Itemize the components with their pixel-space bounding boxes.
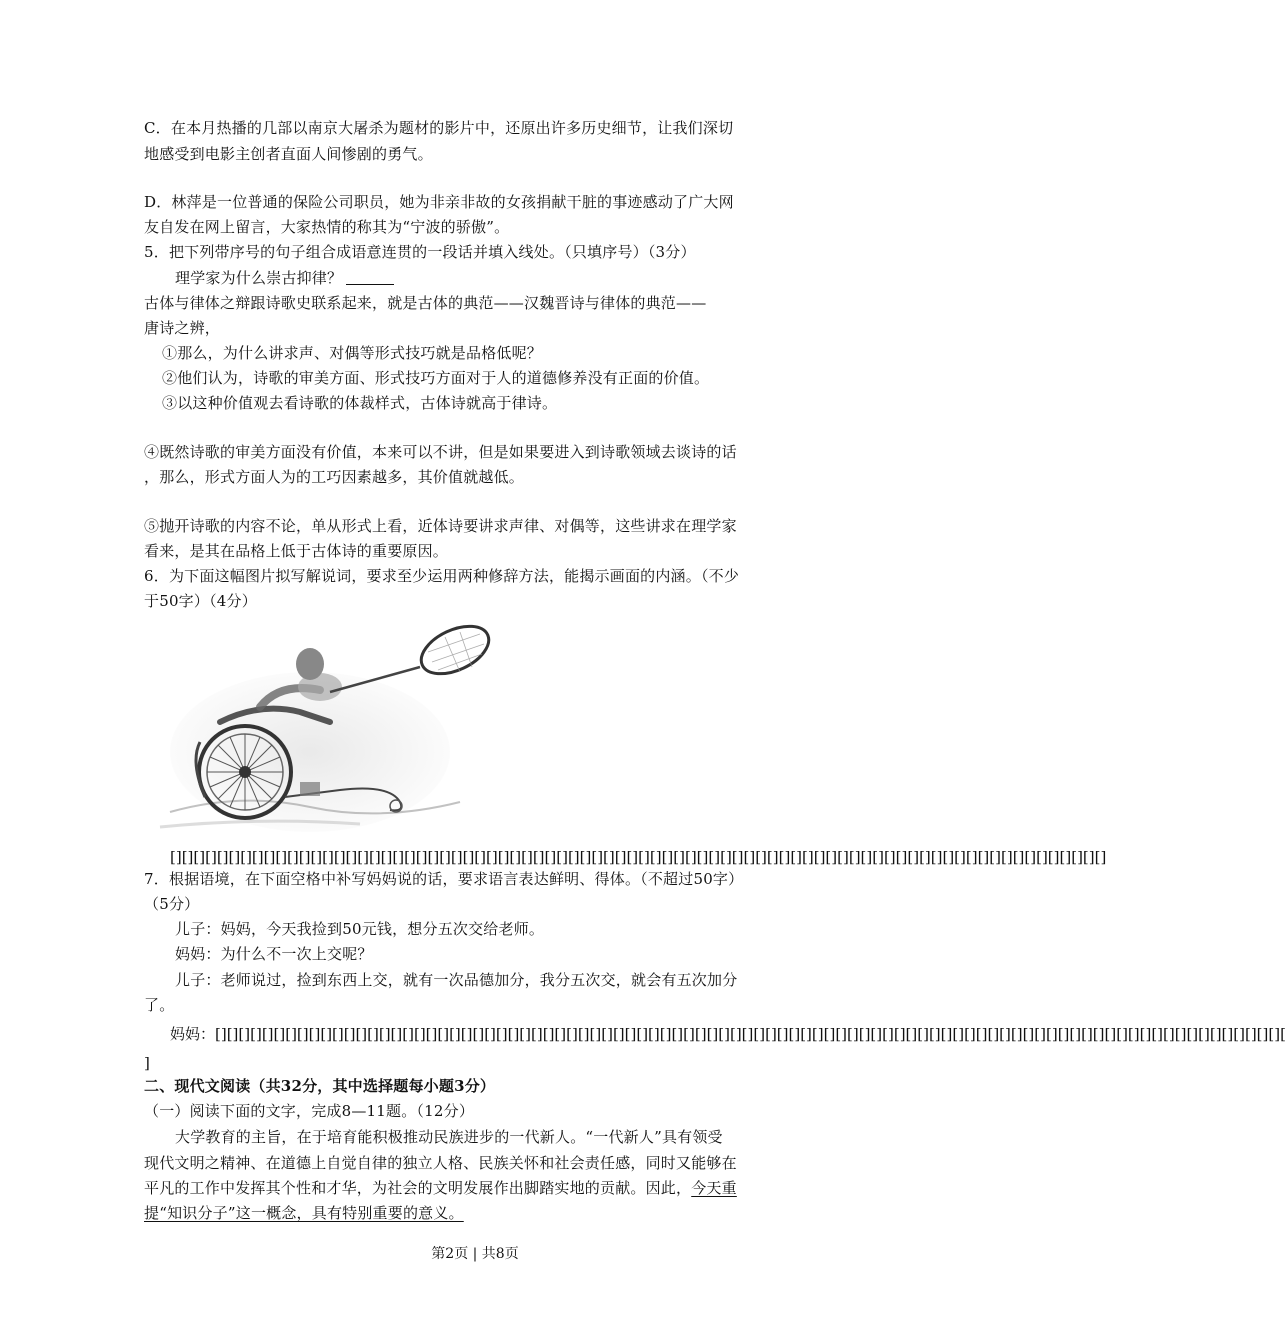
q5-item-5-line2: 看来，是其在品格上低于古体诗的重要原因。 (144, 542, 449, 560)
q7-dialogue-son-2: 儿子：老师说过，捡到东西上交，就有一次品德加分，我分五次交，就会有五次加分 (175, 971, 738, 989)
passage-line-3 (144, 1178, 737, 1198)
q6-answer-boxes[interactable]: [][][][][][][][][][][][][][][][][][][][][][][][][][][][][][][][][][][][][][][][][][][][][][][][][][][][][][][][][][][][][][][][][][][][][][][][][][][][][][][][] (170, 848, 1107, 866)
passage-line-2: 现代文明之精神、在道德上自觉自律的独立人格、民族关怀和社会责任感，同时又能够在 (144, 1154, 737, 1172)
passage-line-1: 大学教育的主旨，在于培育能积极推动民族进步的一代新人。“一代新人”具有领受 (175, 1128, 723, 1146)
q7-dialogue-mom: 妈妈：为什么不一次上交呢？ (175, 945, 373, 963)
q5-context-line1: 古体与律体之辩跟诗歌史联系起来，就是古体的典范——汉魏晋诗与律体的典范—— (144, 294, 707, 312)
q4-option-c-line2: 地感受到电影主创者直面人间惨剧的勇气。 (144, 145, 433, 163)
q5-item-5-line1: ⑤抛开诗歌的内容不论，单从形式上看，近体诗要讲求声律、对偶等，这些讲求在理学家 (144, 517, 737, 535)
q5-item-4-line2: ，那么，形式方面人为的工巧因素越多，其价值就越低。 (144, 468, 525, 486)
passage-line-3-text: 平凡的工作中发挥其个性和才华，为社会的文明发展作出脚踏实地的贡献。因此， (144, 1179, 692, 1197)
q6-stem-line1: 6．为下面这幅图片拟写解说词，要求至少运用两种修辞方法，能揭示画面的内涵。（不少 (144, 567, 740, 585)
q7-mom-answer-boxes[interactable]: 妈妈：[][][][][][][][][][][][][][][][][][][][][][][][][][][][][][][][][][][][][][][][][][][][][][][][][][][][][][][][][][][][][][][][][][][][][][][][][][][][][][][][][][][][][][][][][][][][ (170, 1025, 1286, 1043)
wheelchair-tennis-illustration (160, 612, 540, 840)
q4-option-d-line2: 友自发在网上留言，大家热情的称其为“宁波的骄傲”。 (144, 218, 510, 236)
q5-item-4-line1: ④既然诗歌的审美方面没有价值，本来可以不讲，但是如果要进入到诗歌领域去谈诗的话 (144, 443, 737, 461)
q7-dialogue-son-1: 儿子：妈妈，今天我捡到50元钱，想分五次交给老师。 (175, 920, 545, 938)
q5-item-3: ③以这种价值观去看诗歌的体裁样式，古体诗就高于律诗。 (162, 394, 558, 412)
q5-question (175, 268, 394, 288)
q7-stem-line1: 7．根据语境，在下面空格中补写妈妈说的话，要求语言表达鲜明、得体。（不超过50字） (144, 870, 744, 888)
passage-underlined-start: 今天重 (691, 1179, 737, 1197)
q4-option-c-line1: C．在本月热播的几部以南京大屠杀为题材的影片中，还原出许多历史细节，让我们深切 (144, 119, 734, 137)
q5-question-text: 理学家为什么崇古抑律？ (175, 269, 343, 287)
section2-heading: 二、现代文阅读（共32分，其中选择题每小题3分） (144, 1077, 496, 1095)
answer-blank-line[interactable] (346, 270, 394, 285)
q4-option-d-line1: D．林萍是一位普通的保险公司职员，她为非亲非故的女孩捐献干脏的事迹感动了广大网 (144, 193, 734, 211)
section2-subheading: （一）阅读下面的文字，完成8—11题。（12分） (144, 1102, 475, 1120)
q6-stem-line2: 于50字）（4分） (144, 592, 257, 610)
q5-item-2: ②他们认为，诗歌的审美方面、形式技巧方面对于人的道德修养没有正面的价值。 (162, 369, 710, 387)
q5-context-line2: 唐诗之辨， (144, 319, 221, 337)
q5-item-1: ①那么，为什么讲求声、对偶等形式技巧就是品格低呢？ (162, 344, 543, 362)
q5-stem: 5．把下列带序号的句子组合成语意连贯的一段话并填入线处。（只填序号）（3分） (144, 243, 696, 261)
page-footer: 第2页 | 共8页 (431, 1246, 519, 1262)
q7-dialogue-son-2-end: 了。 (144, 996, 175, 1014)
q7-stem-line2: （5分） (144, 895, 200, 913)
q7-mom-answer-end: ] (144, 1054, 151, 1072)
passage-underlined-sentence: 提“知识分子”这一概念，具有特别重要的意义。 (144, 1204, 464, 1222)
